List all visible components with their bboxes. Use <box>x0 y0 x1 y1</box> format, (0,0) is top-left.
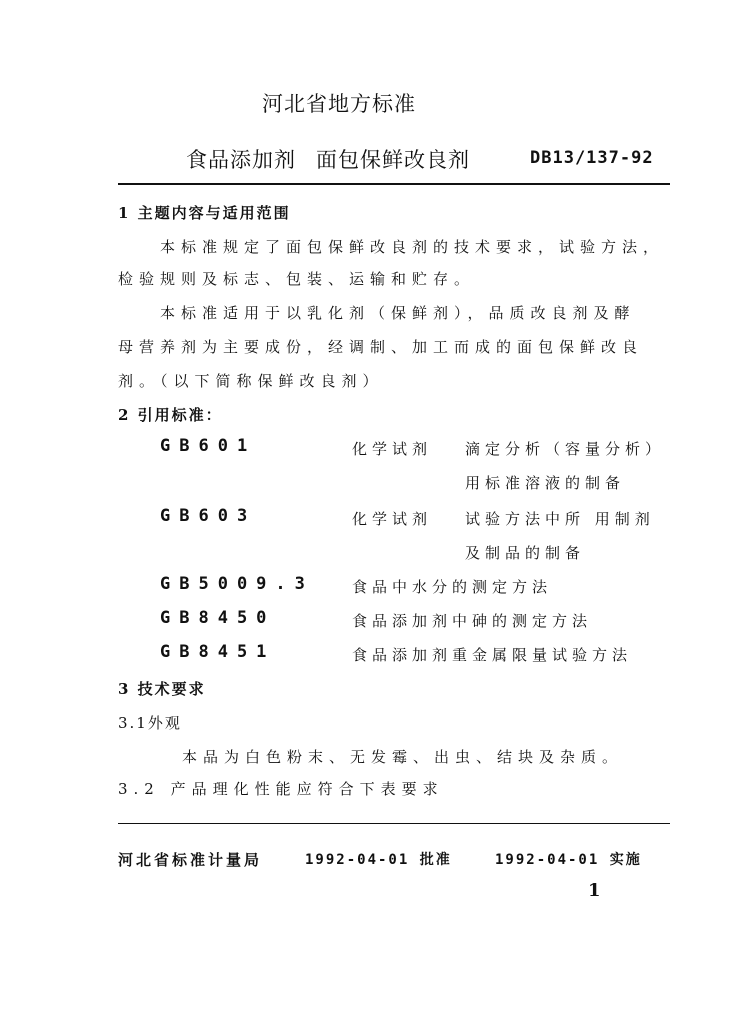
standard-name <box>186 144 470 174</box>
reference-title-cont: 用标准溶液的制备 <box>465 474 626 492</box>
reference-code: GB5009.3 <box>160 574 314 594</box>
reference-title: 食品中水分的测定方法 <box>352 578 553 596</box>
reference-title: 试验方法中所 用制剂 <box>465 510 655 528</box>
section1-para1-line2: 检验规则及标志、包装、运输和贮存。 <box>118 270 476 288</box>
footer-issue-date: 1992-04-01 批准 <box>305 852 452 868</box>
standard-code: DB13/137-92 <box>530 148 654 168</box>
footer-implementation-date: 1992-04-01 实施 <box>495 852 642 868</box>
section1-para1-line1: 本标准规定了面包保鲜改良剂的技术要求，试验方法， <box>160 238 665 256</box>
reference-category: 化学试剂 <box>352 440 433 458</box>
standard-title: 河北省地方标准 <box>262 92 416 116</box>
standard-name-part1: 食品添加剂 <box>186 148 296 172</box>
reference-category: 化学试剂 <box>352 510 433 528</box>
reference-title: 食品添加剂中砷的测定方法 <box>352 612 593 630</box>
section2-heading: 2 引用标准： <box>118 406 223 424</box>
section1-para2-line1: 本标准适用于以乳化剂（保鲜剂），品质改良剂及酵 <box>160 304 636 322</box>
section3-2-heading: 3.2 产品理化性能应符合下表要求 <box>118 780 444 798</box>
section3-heading: 3 技术要求 <box>118 680 206 698</box>
reference-code: GB8450 <box>160 608 276 628</box>
page-number: 1 <box>588 880 601 901</box>
standard-name-part2: 面包保鲜改良剂 <box>316 148 470 172</box>
reference-code: GB601 <box>160 436 257 456</box>
section1-para2-line3: 剂。（以下简称保鲜改良剂） <box>118 372 384 390</box>
section1-para2-line2: 母营养剂为主要成份，经调制、加工而成的面包保鲜改良 <box>118 338 644 356</box>
section3-1-text: 本品为白色粉末、无发霉、出虫、结块及杂质。 <box>182 748 624 766</box>
header-rule <box>118 183 670 185</box>
reference-code: GB8451 <box>160 642 276 662</box>
reference-title: 食品添加剂重金属限量试验方法 <box>352 646 633 664</box>
footer-rule <box>118 823 670 824</box>
section1-heading: 1 主题内容与适用范围 <box>118 204 291 222</box>
reference-title-cont: 及制品的制备 <box>465 544 586 562</box>
reference-title: 滴定分析（容量分析） <box>465 440 666 458</box>
section3-1-heading: 3.1外观 <box>118 714 182 732</box>
reference-code: GB603 <box>160 506 257 526</box>
footer-issuer: 河北省标准计量局 <box>118 851 263 869</box>
